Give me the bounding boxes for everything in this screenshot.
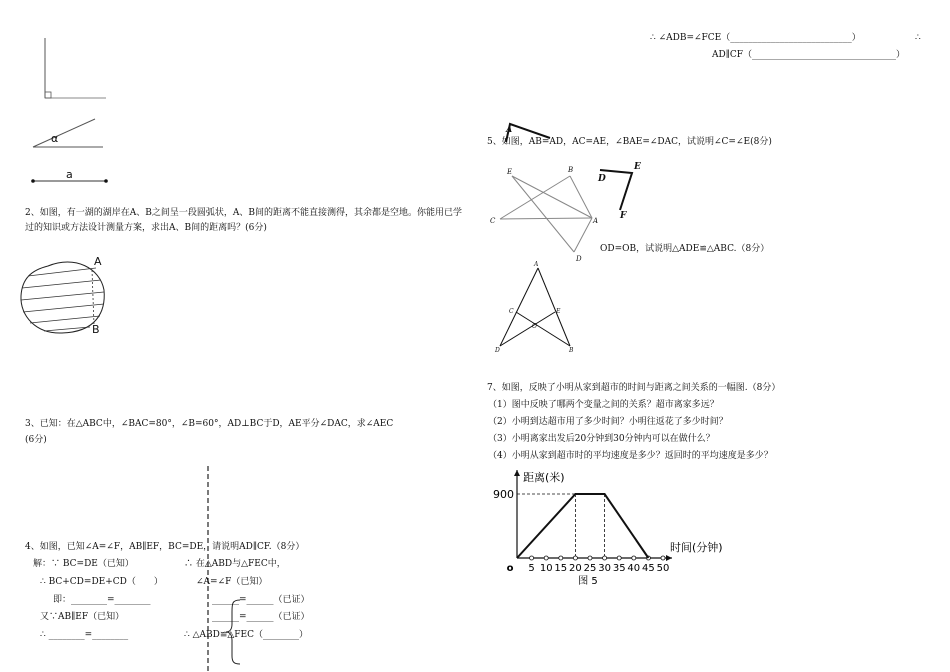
x-tick-label: 20	[569, 563, 582, 574]
q7-item-3: （3）小明离家出发后20分钟到30分钟内可以在做什么？	[488, 434, 715, 444]
x-tick-mark	[573, 556, 577, 560]
a-label: a	[66, 168, 73, 181]
question-5-text: 5、如图，AB=AD，AC=AE，∠BAE=∠DAC，试说明∠C=∠E(8分)	[487, 137, 772, 147]
x-tick-mark	[603, 556, 607, 560]
q4-left-row-5: ∴ ________=________	[40, 630, 129, 640]
q5-small-label-e: E	[634, 162, 641, 172]
series-line-distance	[517, 494, 648, 558]
x-tick-mark	[632, 556, 636, 560]
y-axis-arrow	[514, 470, 520, 476]
q7-item-4: （4）小明从家到超市时的平均速度是多少？返回时的平均速度是多少？	[488, 451, 773, 461]
question-3-line2: (6分)	[25, 435, 47, 445]
q6-label-o: O	[532, 323, 537, 330]
lake-point-a: A	[94, 255, 102, 268]
x-tick-mark	[661, 556, 665, 560]
origin-label: o	[506, 563, 514, 574]
q4-right-row-4: ______=______（已证）	[212, 612, 310, 622]
x-tick-label: 15	[554, 563, 568, 574]
x-tick-label: 30	[598, 563, 611, 574]
q5-label-c: C	[490, 217, 496, 225]
q4-left-row-1: 解：∵ BC=DE（已知）	[33, 559, 134, 569]
proof-line-ad-parallel-cf: AD∥CF（________________________________）	[712, 50, 906, 60]
q6-label-c: C	[509, 308, 514, 315]
q4-left-row-4: 又∵AB∥EF（已知）	[40, 612, 125, 622]
x-tick-label: 5	[528, 563, 535, 574]
q7-item-1: （1）图中反映了哪两个变量之间的关系？超市离家多远？	[488, 400, 719, 410]
q6-label-a: A	[534, 261, 539, 268]
q6-label-d: D	[495, 347, 500, 354]
q7-item-2: （2）小明到达超市用了多少时间？小明往返花了多少时间？	[488, 417, 728, 427]
question-7-title: 7、如图，反映了小明从家到超市的时间与距离之间关系的一幅图.（8分）	[487, 383, 781, 393]
question-2-text: 2、如图，有一湖的湖岸在A、B之间呈一段圆弧状，A、B间的距离不能直接测得，其余都是空地。你能用已学过的知识或方法设计测量方案，求出A、B间的距离吗？(6分)	[25, 208, 462, 233]
x-tick-label: 50	[656, 563, 670, 574]
x-tick-mark	[544, 556, 548, 560]
q4-left-row-2: ∴ BC+CD=DE+CD（ ）	[40, 577, 163, 587]
q5-label-b: B	[568, 166, 574, 174]
q4-right-row-5: ∴ △ABD≌△FEC（________）	[184, 630, 309, 640]
q4-right-row-3: ______=______（已证）	[212, 595, 310, 605]
q5-label-a: A	[593, 217, 599, 225]
chart-caption: 图 5	[578, 576, 598, 587]
q5-small-label-f: F	[620, 211, 627, 221]
proof-line-adb-fce: ∴ ∠ADB=∠FCE（___________________________）	[650, 33, 861, 43]
q6-label-b: B	[569, 347, 574, 354]
alpha-label: α	[51, 132, 59, 145]
x-tick-mark	[559, 556, 563, 560]
x-tick-label: 25	[583, 563, 597, 574]
x-axis-arrow	[666, 555, 672, 561]
q4-right-row-2: ∠A=∠F（已知）	[196, 577, 268, 587]
x-tick-mark	[617, 556, 621, 560]
proof-line-therefore: ∴	[915, 33, 921, 43]
q4-right-row-1: ∴ 在△ABD与△FEC中，	[184, 559, 286, 569]
q5-small-label-d: D	[598, 174, 606, 184]
y-axis-label: 距离(米)	[523, 471, 565, 484]
question-6-text: OD=OB，试说明△ADE≌△ABC.（8分）	[600, 244, 770, 254]
question-4-title: 4、如图，已知∠A=∠F，AB∥EF，BC=DE，请说明AD∥CF.（8分）	[25, 542, 305, 552]
x-tick-label: 45	[642, 563, 655, 574]
x-tick-mark	[588, 556, 592, 560]
question-3-line1: 3、已知：在△ABC中，∠BAC=80°，∠B=60°，AD⊥BC于D，AE平分∠DAC，求∠AEC	[25, 419, 394, 429]
q5-label-d: D	[576, 255, 582, 263]
x-axis-label: 时间(分钟)	[670, 541, 723, 554]
q6-label-e: E	[556, 308, 561, 315]
q4-left-row-3: 即：________=________	[53, 595, 151, 605]
x-tick-label: 35	[612, 563, 626, 574]
lake-point-b: B	[92, 323, 100, 336]
x-tick-mark	[530, 556, 534, 560]
x-tick-label: 10	[539, 563, 553, 574]
q5-label-e: E	[507, 168, 513, 176]
x-tick-label: 40	[627, 563, 641, 574]
y-tick-label: 900	[493, 488, 514, 501]
q5-label-a-top: A	[506, 124, 513, 134]
